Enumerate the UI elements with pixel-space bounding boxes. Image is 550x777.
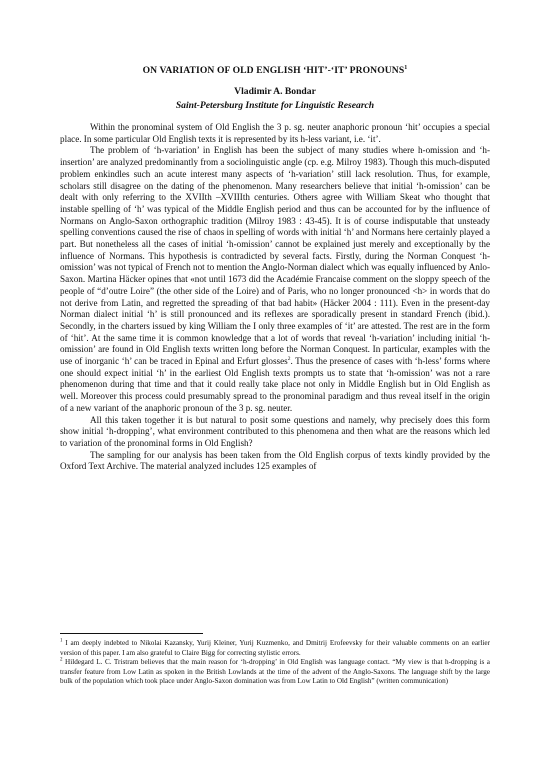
paper-title [60,65,490,76]
footnote-2 [60,658,490,687]
paragraph-4: The sampling for our analysis has been taken from the Old English corpus of texts kindly provided by the Oxford Text Archive. The material analyzed includes 125 examples of [60,449,490,472]
footnote-separator [60,633,203,634]
footnotes [60,639,490,687]
title-footnote-marker: 1 [404,65,408,71]
author-name: Vladimir A. Bondar [234,86,316,97]
paragraph-1: Within the pronominal system of Old English the 3 p. sg. neuter anaphoric pronoun ‘hit’ occupies a special place. In some particular Old English texts it is represented by its h-less variant, i.e. ‘it’. [60,122,490,144]
paragraph-2 [60,145,490,414]
paper-title-text: ON VARIATION OF OLD ENGLISH ‘HIT’-‘IT’ PRONOUNS [142,65,405,77]
author-institution: Saint-Petersburg Institute for Linguistic Research [175,100,375,111]
footnote-2-text: Hildegard L. C. Tristram believes that the main reason for ‘h-dropping’ in Old English was language contact. “My view is that h-dropping is a transfer feature from Low Latin as spoken in the British Lowlands at the time of the advent of the Anglo-Saxons. The language shift by the large bulk of the population which took place under Anglo-Saxon domination was from Low Latin to Old English” (written communication) [60,658,490,686]
paragraph-3: All this taken together it is but natural to posit some questions and namely, why precisely does this form show initial ‘h-dropping’, what environment contributed to this phenomena and then what are the reasons which led to variation of the pronominal forms in Old English? [60,414,490,448]
paragraph-2-part-a: The problem of ‘h-variation’ in English has been the subject of many studies where h-omission and ‘h-insertion’ are analyzed predominantly from a sociolinguistic angle (cp. e.g. Milroy 1983). Though this much-disputed problem enkindles such an acute interest many aspects of ‘h-variation’ still lack resolution. Thus, for example, scholars still disagree on the dating of the phenomenon. Many researchers believe that initial ‘h-omission’ can be dealt with only referring to the XVIIth –XVIIIth centuries. Others agree with William Skeat who thought that instable spelling of ‘h’ was typical of the Middle English period and thus can be accounted for by the influence of Normans on Anglo-Saxon orthographic tradition (Milroy 1983 : 43-45). It is of course indisputable that unsteady spelling conventions caused the rise of chaos in spelling of words with initial ‘h’ and Normans here certainly played a part. But nonetheless all the cases of initial ‘h-omission’ cannot be explained just merely and exceptionally by the influence of Normans. This hypothesis is contradicted by several facts. Firstly, during the Norman Conquest ‘h-omission’ was not typical of French not to mention the Anglo-Norman dialect which was equally influenced by Anlo-Saxon. Martina Häcker opines that «not until 1673 did the Académie Francaise comment on the sloppy speech of the people of “d’outre Loire” (the other side of the Loire) and of Paris, who no longer pronounced <h> in words that do not derive from Latin, and regretted the spreading of that bad habit» (Häcker 2004 : 111). Even in the present-day Norman dialect initial ‘h’ is still pronounced and its reflexes are sporadically present in standard French (ibid.). Secondly, in the charters issued by king William the I only three examples of ‘it’ are attested. The rest are in the form of ‘hit’. At the same time it is common knowledge that a lot of words that reveal ‘h-variation’ including initial ‘h-omission’ are found in Old English texts written long before the Norman Conquest. In particular, examples with the use of inorganic ‘h’ can be traced in Epinal and Erfurt glosses [60,145,490,367]
body-text [60,122,490,473]
footnote-1 [60,639,490,658]
footnote-2-number: 2 [60,657,63,663]
footnote-1-number: 1 [60,638,63,644]
footnote-2-marker: 2 [287,356,291,363]
footnote-1-text: I am deeply indebted to Nikolai Kazansky, Yurij Kleiner, Yurij Kuzmenko, and Dmitrij Erofeevsky for their valuable comments on an earlier version of this paper. I am also grateful to Claire Bigg for correcting stylistic errors. [60,639,490,657]
paragraph-2-part-b: . Thus the presence of cases with ‘h-less’ forms where one should expect initial ‘h’ in the earliest Old English texts prompts us to state that ‘h-omission’ was not a rare phenomenon during that time and that it could really take place not only in Middle English but in Old English as well. Moreover this process could presumably spread to the pronominal paradigm and thus reveal itself in the origin of a new variant of the anaphoric pronoun of the 3 p. sg. neuter. [60,356,490,413]
